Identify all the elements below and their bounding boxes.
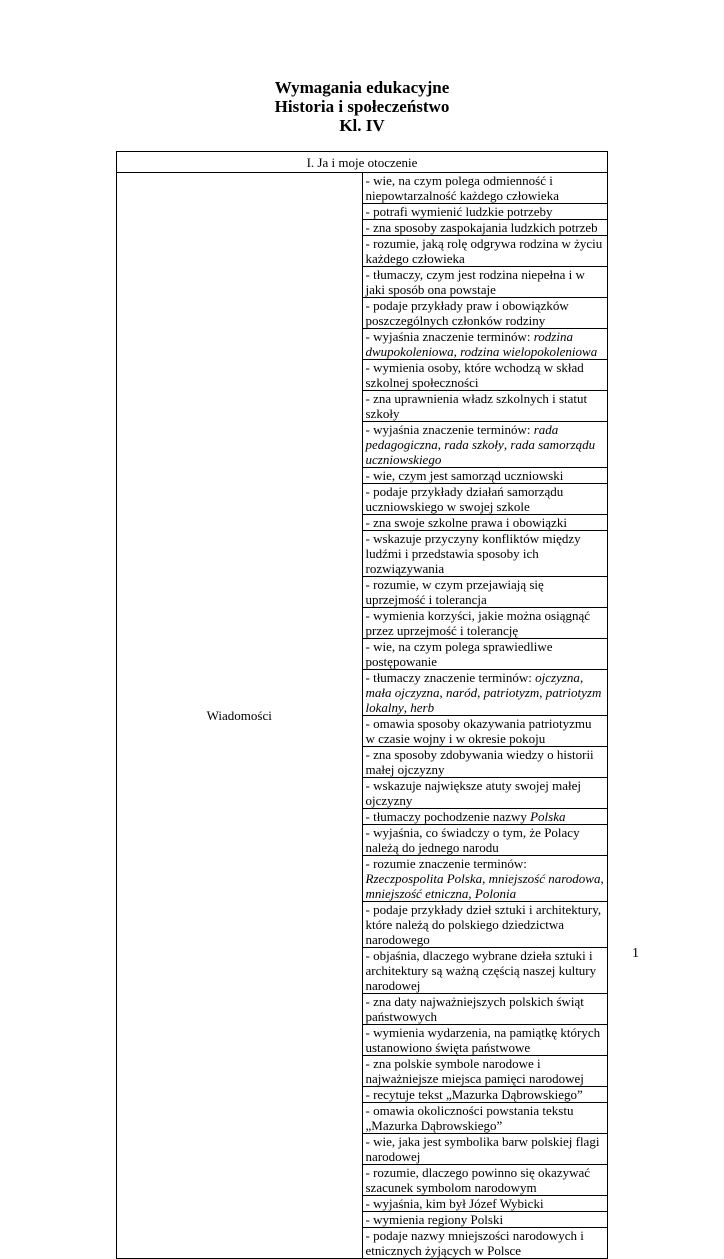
term-italic: naród (446, 685, 478, 700)
requirements-table (116, 151, 608, 1259)
text-segment: - wymienia osoby, które wchodzą w skład szkolnej społeczności (365, 360, 584, 390)
text-segment: - tłumaczy, czym jest rodzina niepełna i w jaki sposób ona powstaje (365, 267, 585, 297)
title-line-1: Wymagania edukacyjne (274, 78, 450, 97)
term-italic: rada pedagogiczna (365, 422, 559, 452)
requirement-text (362, 670, 608, 716)
text-segment: - objaśnia, dlaczego wybrane dzieła sztuki i architektury są ważną częścią naszej kultury narodowej (365, 948, 597, 993)
requirement-text (362, 1196, 608, 1212)
term-italic: Rzeczpospolita Polska (365, 871, 483, 886)
text-segment: - wyjaśnia, kim był Józef Wybicki (365, 1196, 544, 1211)
requirement-text (362, 298, 608, 329)
text-segment: - zna polskie symbole narodowe i najważniejsze miejsca pamięci narodowej (365, 1056, 584, 1086)
text-segment: - rozumie, dlaczego powinno się okazywać szacunek symbolom narodowym (365, 1165, 591, 1195)
requirement-text (362, 1212, 608, 1228)
title-line-3: Kl. IV (339, 116, 385, 135)
requirement-text (362, 531, 608, 577)
text-segment: - wyjaśnia, co świadczy o tym, że Polacy należą do jednego narodu (365, 825, 580, 855)
text-segment: - rozumie, w czym przejawiają się uprzejmość i tolerancja (365, 577, 544, 607)
text-segment: - wie, na czym polega odmienność i niepowtarzalność każdego człowieka (365, 173, 559, 203)
text-segment: - wyjaśnia znaczenie terminów: (365, 422, 534, 437)
requirement-text (362, 948, 608, 994)
requirement-text (362, 856, 608, 902)
requirement-text (362, 809, 608, 825)
term-italic: patriotyzm lokalny (365, 685, 602, 715)
text-segment: - omawia okoliczności powstania tekstu „Mazurka Dąbrowskiego” (365, 1103, 574, 1133)
requirement-text (362, 1025, 608, 1056)
requirement-text (362, 220, 608, 236)
text-segment: - wie, jaka jest symbolika barw polskiej flagi narodowej (365, 1134, 600, 1164)
section-title: I. Ja i moje otoczenie (117, 152, 608, 173)
title-line-2: Historia i społeczeństwo (274, 97, 450, 116)
term-italic: herb (410, 700, 435, 715)
requirement-text (362, 391, 608, 422)
text-segment: - wskazuje największe atuty swojej małej ojczyzny (365, 778, 582, 808)
section-header-row (117, 152, 608, 173)
requirement-text (362, 468, 608, 484)
term-italic: mniejszość narodowa (488, 871, 601, 886)
requirement-text (362, 1103, 608, 1134)
text-segment: - recytuje tekst „Mazurka Dąbrowskiego” (365, 1087, 583, 1102)
text-segment: - potrafi wymienić ludzkie potrzeby (365, 204, 553, 219)
text-segment: , (503, 437, 511, 452)
text-segment: - omawia sposoby okazywania patriotyzmu w czasie wojny i w okresie pokoju (365, 716, 592, 746)
text-segment: , (579, 670, 584, 685)
text-segment: - wymienia regiony Polski (365, 1212, 504, 1227)
requirement-text (362, 577, 608, 608)
requirement-text (362, 639, 608, 670)
text-segment: , (482, 871, 489, 886)
text-segment: , (437, 437, 445, 452)
text-segment: - podaje nazwy mniejszości narodowych i etnicznych żyjących w Polsce (365, 1228, 584, 1258)
term-italic: rodzina dwupokoleniowa (365, 329, 573, 359)
requirement-text (362, 1134, 608, 1165)
term-italic: rada samorządu uczniowskiego (365, 437, 596, 467)
text-segment: - tłumaczy znaczenie terminów: (365, 670, 536, 685)
text-segment: , (477, 685, 484, 700)
requirement-text (362, 173, 608, 204)
page-number: 1 (632, 946, 639, 961)
text-segment: - zna sposoby zaspokajania ludzkich potrzeb (365, 220, 598, 235)
text-segment: - podaje przykłady praw i obowiązków poszczególnych członków rodziny (365, 298, 569, 328)
requirement-text (362, 329, 608, 360)
text-segment: - wskazuje przyczyny konfliktów między ludźmi i przedstawia sposoby ich rozwiązywania (365, 531, 581, 576)
requirement-text (362, 778, 608, 809)
requirement-text (362, 204, 608, 220)
requirement-text (362, 422, 608, 468)
term-italic: Polonia (474, 886, 517, 901)
term-italic: rodzina wielopokoleniowa (460, 344, 598, 359)
text-segment: , (600, 871, 604, 886)
document-title (0, 78, 724, 135)
text-segment: - zna uprawnienia władz szkolnych i statut szkoły (365, 391, 588, 421)
requirement-text (362, 747, 608, 778)
requirement-text (362, 716, 608, 747)
text-segment: - wymienia korzyści, jakie można osiągnąć przez uprzejmość i tolerancję (365, 608, 591, 638)
text-segment: - wyjaśnia znaczenie terminów: (365, 329, 534, 344)
text-segment: - zna swoje szkolne prawa i obowiązki (365, 515, 567, 530)
text-segment: - rozumie znaczenie terminów: (365, 856, 527, 871)
requirement-row (117, 173, 608, 204)
term-italic: patriotyzm (483, 685, 540, 700)
text-segment: , (439, 685, 447, 700)
text-segment: - zna daty najważniejszych polskich świąt państwowych (365, 994, 584, 1024)
text-segment: - wymienia wydarzenia, na pamiątkę których ustanowiono święta państwowe (365, 1025, 601, 1055)
term-italic: rada szkoły (444, 437, 504, 452)
requirement-text (362, 267, 608, 298)
text-segment: , (403, 700, 411, 715)
text-segment: - zna sposoby zdobywania wiedzy o historii małej ojczyzny (365, 747, 594, 777)
text-segment: - podaje przykłady dzieł sztuki i architektury, które należą do polskiego dziedzictwa narodowego (365, 902, 602, 947)
term-italic: mniejszość etniczna (365, 886, 469, 901)
requirement-text (362, 608, 608, 639)
requirement-text (362, 515, 608, 531)
requirement-text (362, 236, 608, 267)
text-segment: - rozumie, jaką rolę odgrywa rodzina w życiu każdego człowieka (365, 236, 603, 266)
requirement-text (362, 902, 608, 948)
requirement-text (362, 1165, 608, 1196)
term-italic: ojczyzna (535, 670, 580, 685)
requirement-text (362, 1087, 608, 1103)
text-segment: - podaje przykłady działań samorządu uczniowskiego w swojej szkole (365, 484, 564, 514)
requirement-text (362, 1228, 608, 1259)
requirement-text (362, 825, 608, 856)
text-segment: , (468, 886, 475, 901)
text-segment: - wie, czym jest samorząd uczniowski (365, 468, 564, 483)
term-italic: Polska (530, 809, 566, 824)
text-segment: , (453, 344, 461, 359)
category-label: Wiadomości (117, 173, 363, 1259)
text-segment: - tłumaczy pochodzenie nazwy (365, 809, 531, 824)
term-italic: mała ojczyzna (365, 685, 440, 700)
requirement-text (362, 360, 608, 391)
text-segment: - wie, na czym polega sprawiedliwe postępowanie (365, 639, 553, 669)
requirement-text (362, 994, 608, 1025)
requirement-text (362, 484, 608, 515)
text-segment: , (539, 685, 546, 700)
requirement-text (362, 1056, 608, 1087)
